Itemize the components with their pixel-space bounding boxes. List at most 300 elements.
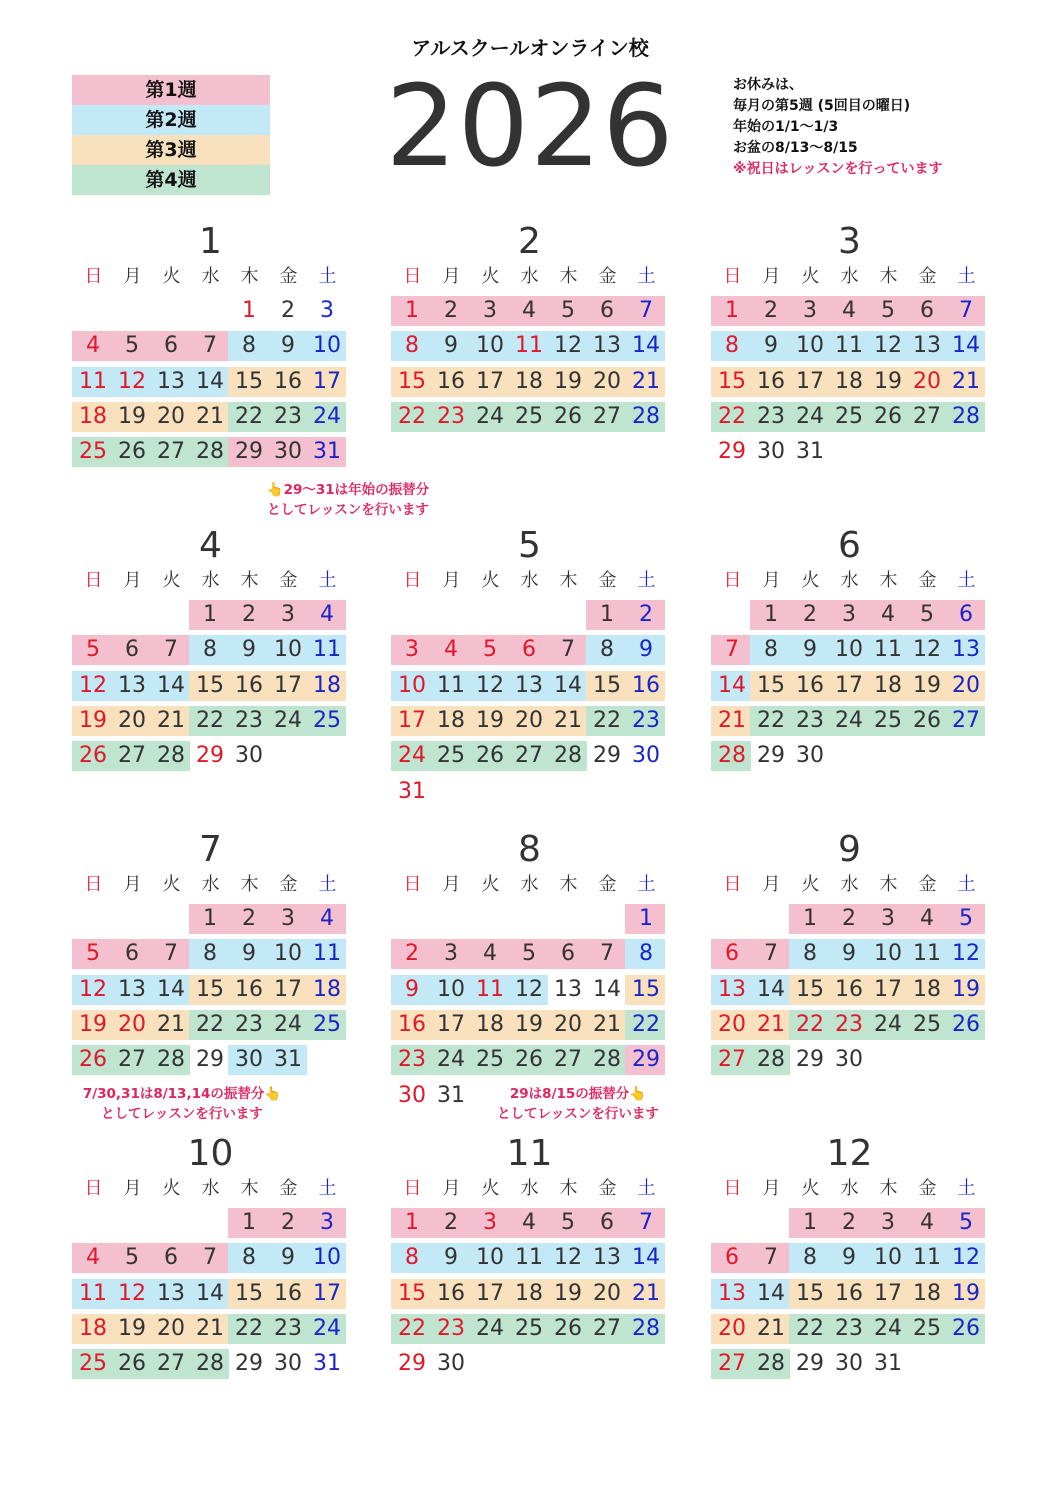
day-cell: 20 <box>913 368 941 394</box>
day-cell: 12 <box>913 637 941 663</box>
day-cell: 18 <box>874 672 902 698</box>
day-cell: 12 <box>952 941 980 967</box>
day-cell: 16 <box>796 672 824 698</box>
day-cell: 30 <box>437 1351 465 1377</box>
day-cell: 12 <box>874 333 902 359</box>
day-cell: 9 <box>281 1245 295 1271</box>
day-cell: 18 <box>515 368 543 394</box>
day-cell: 7 <box>764 1245 778 1271</box>
day-cell: 15 <box>235 1280 263 1306</box>
weekday-label: 金 <box>279 266 298 287</box>
day-cell: 1 <box>803 906 817 931</box>
month-title: 2 <box>518 221 541 262</box>
day-cell: 26 <box>79 743 107 769</box>
day-cell: 10 <box>835 637 863 663</box>
day-cell: 19 <box>118 1315 146 1341</box>
day-cell: 9 <box>405 976 419 1002</box>
weekday-label: 金 <box>918 266 937 287</box>
day-cell: 29 <box>757 743 785 769</box>
day-cell: 16 <box>835 1280 863 1306</box>
day-cell: 26 <box>476 743 504 769</box>
day-cell: 24 <box>796 403 824 429</box>
day-cell: 6 <box>725 941 739 967</box>
day-cell: 13 <box>952 637 980 663</box>
day-cell: 25 <box>913 1011 941 1037</box>
day-cell: 1 <box>242 298 256 323</box>
day-cell: 29 <box>718 439 746 465</box>
day-cell: 23 <box>274 403 302 429</box>
day-cell: 9 <box>242 941 256 967</box>
weekday-label: 金 <box>918 874 937 895</box>
day-cell: 9 <box>639 637 653 663</box>
weekday-label: 火 <box>801 1178 820 1199</box>
day-cell: 16 <box>437 1280 465 1306</box>
day-cell: 2 <box>764 298 778 323</box>
month-title: 8 <box>518 829 541 870</box>
day-cell: 27 <box>157 439 185 465</box>
day-cell: 5 <box>881 298 895 323</box>
day-cell: 16 <box>274 368 302 394</box>
day-cell: 15 <box>398 368 426 394</box>
day-cell: 30 <box>235 743 263 769</box>
day-cell: 10 <box>437 976 465 1002</box>
day-cell: 28 <box>952 403 980 429</box>
day-cell: 15 <box>757 672 785 698</box>
day-cell: 25 <box>515 1315 543 1341</box>
day-cell: 19 <box>874 368 902 394</box>
weekday-label: 土 <box>957 570 976 591</box>
day-cell: 5 <box>125 1245 139 1271</box>
day-cell: 27 <box>157 1351 185 1377</box>
day-cell: 22 <box>235 403 263 429</box>
day-cell: 31 <box>398 778 426 804</box>
day-cell: 26 <box>118 1351 146 1377</box>
weekday-label: 日 <box>723 874 742 895</box>
day-cell: 29 <box>632 1047 660 1073</box>
weekday-label: 水 <box>520 874 539 895</box>
day-cell: 2 <box>242 906 256 931</box>
day-cell: 30 <box>835 1047 863 1073</box>
weekday-label: 日 <box>403 1178 422 1199</box>
weekday-label: 月 <box>762 570 781 591</box>
day-cell: 15 <box>796 1280 824 1306</box>
day-cell: 27 <box>913 403 941 429</box>
day-cell: 4 <box>444 637 458 663</box>
day-cell: 11 <box>835 333 863 359</box>
day-cell: 10 <box>398 672 426 698</box>
weekday-label: 水 <box>520 1178 539 1199</box>
month-title: 4 <box>199 525 222 566</box>
day-cell: 28 <box>632 403 660 429</box>
day-cell: 14 <box>593 976 621 1002</box>
day-cell: 17 <box>796 368 824 394</box>
day-cell: 19 <box>554 368 582 394</box>
day-cell: 3 <box>405 637 419 663</box>
day-cell: 7 <box>764 941 778 967</box>
day-cell: 19 <box>952 976 980 1002</box>
day-cell: 17 <box>274 672 302 698</box>
day-cell: 28 <box>157 743 185 769</box>
day-cell: 13 <box>554 976 582 1002</box>
day-cell: 14 <box>157 976 185 1002</box>
day-cell: 13 <box>515 672 543 698</box>
day-cell: 23 <box>757 403 785 429</box>
day-cell: 14 <box>196 1280 224 1306</box>
day-cell: 4 <box>86 333 100 359</box>
day-cell: 9 <box>803 637 817 663</box>
day-cell: 26 <box>554 403 582 429</box>
day-cell: 19 <box>952 1280 980 1306</box>
day-cell: 18 <box>313 976 341 1002</box>
weekday-label: 土 <box>637 570 656 591</box>
day-cell: 7 <box>639 298 653 323</box>
day-cell: 23 <box>796 707 824 733</box>
day-cell: 21 <box>593 1011 621 1037</box>
day-cell: 2 <box>444 1210 458 1235</box>
day-cell: 22 <box>757 707 785 733</box>
legend-week-2: 第2週 <box>72 105 270 135</box>
day-cell: 13 <box>593 1245 621 1271</box>
day-cell: 6 <box>125 941 139 967</box>
day-cell: 1 <box>405 298 419 323</box>
weekday-label: 火 <box>801 266 820 287</box>
weekday-label: 木 <box>879 570 898 591</box>
note-july <box>52 1084 312 1124</box>
day-cell: 16 <box>235 976 263 1002</box>
day-cell: 24 <box>313 1315 341 1341</box>
weekday-label: 日 <box>403 266 422 287</box>
day-cell: 3 <box>842 602 856 627</box>
weekday-label: 日 <box>723 570 742 591</box>
day-cell: 12 <box>79 672 107 698</box>
notice-line: 年始の1/1〜1/3 <box>733 119 839 135</box>
day-cell: 31 <box>874 1351 902 1377</box>
day-cell: 9 <box>444 333 458 359</box>
day-cell: 27 <box>554 1047 582 1073</box>
weekday-label: 金 <box>279 874 298 895</box>
day-cell: 4 <box>920 1210 934 1235</box>
day-cell: 7 <box>164 637 178 663</box>
day-cell: 25 <box>79 1351 107 1377</box>
weekday-label: 水 <box>840 874 859 895</box>
note-line: 👆29〜31は年始の振替分 <box>266 482 430 498</box>
note-line: 7/30,31は8/13,14の振替分👆 <box>82 1086 282 1102</box>
day-cell: 18 <box>79 1315 107 1341</box>
day-cell: 3 <box>320 1210 334 1235</box>
day-cell: 8 <box>203 941 217 967</box>
day-cell: 4 <box>483 941 497 967</box>
day-cell: 14 <box>757 976 785 1002</box>
day-cell: 1 <box>725 298 739 323</box>
day-cell: 2 <box>803 602 817 627</box>
day-cell: 3 <box>320 298 334 323</box>
day-cell: 2 <box>639 602 653 627</box>
day-cell: 14 <box>632 1245 660 1271</box>
weekday-label: 金 <box>918 570 937 591</box>
day-cell: 23 <box>437 403 465 429</box>
day-cell: 9 <box>281 333 295 359</box>
day-cell: 26 <box>874 403 902 429</box>
day-cell: 30 <box>632 743 660 769</box>
day-cell: 20 <box>593 368 621 394</box>
day-cell: 27 <box>118 743 146 769</box>
weekday-label: 金 <box>279 1178 298 1199</box>
weekday-label: 土 <box>318 1178 337 1199</box>
day-cell: 28 <box>554 743 582 769</box>
day-cell: 25 <box>874 707 902 733</box>
day-cell: 29 <box>235 1351 263 1377</box>
day-cell: 22 <box>398 403 426 429</box>
day-cell: 17 <box>398 707 426 733</box>
day-cell: 27 <box>952 707 980 733</box>
month-title: 10 <box>187 1133 234 1174</box>
day-cell: 6 <box>959 602 973 627</box>
legend-week-3: 第3週 <box>72 135 270 165</box>
weekday-label: 木 <box>240 1178 259 1199</box>
day-cell: 1 <box>600 602 614 627</box>
day-cell: 31 <box>796 439 824 465</box>
day-cell: 11 <box>476 976 504 1002</box>
day-cell: 19 <box>79 1011 107 1037</box>
day-cell: 12 <box>476 672 504 698</box>
day-cell: 4 <box>86 1245 100 1271</box>
month-title: 9 <box>838 829 861 870</box>
day-cell: 11 <box>515 1245 543 1271</box>
day-cell: 10 <box>796 333 824 359</box>
weekday-label: 日 <box>84 266 103 287</box>
day-cell: 30 <box>398 1082 426 1108</box>
day-cell: 14 <box>554 672 582 698</box>
day-cell: 22 <box>718 403 746 429</box>
day-cell: 28 <box>632 1315 660 1341</box>
day-cell: 25 <box>79 439 107 465</box>
day-cell: 31 <box>313 439 341 465</box>
day-cell: 9 <box>444 1245 458 1271</box>
day-cell: 2 <box>242 602 256 627</box>
weekday-label: 火 <box>162 1178 181 1199</box>
day-cell: 25 <box>835 403 863 429</box>
day-cell: 5 <box>920 602 934 627</box>
day-cell: 13 <box>718 1280 746 1306</box>
day-cell: 24 <box>437 1047 465 1073</box>
weekday-label: 水 <box>840 570 859 591</box>
day-cell: 25 <box>913 1315 941 1341</box>
day-cell: 28 <box>718 743 746 769</box>
day-cell: 5 <box>561 1210 575 1235</box>
day-cell: 26 <box>952 1011 980 1037</box>
day-cell: 16 <box>437 368 465 394</box>
day-cell: 19 <box>554 1280 582 1306</box>
weekday-label: 水 <box>520 570 539 591</box>
day-cell: 15 <box>235 368 263 394</box>
day-cell: 21 <box>196 1315 224 1341</box>
day-cell: 18 <box>835 368 863 394</box>
day-cell: 13 <box>118 672 146 698</box>
day-cell: 9 <box>842 1245 856 1271</box>
day-cell: 3 <box>881 906 895 931</box>
day-cell: 6 <box>522 637 536 663</box>
weekday-label: 水 <box>840 1178 859 1199</box>
day-cell: 24 <box>835 707 863 733</box>
day-cell: 29 <box>593 743 621 769</box>
day-cell: 5 <box>125 333 139 359</box>
day-cell: 21 <box>554 707 582 733</box>
day-cell: 17 <box>476 368 504 394</box>
day-cell: 15 <box>632 976 660 1002</box>
day-cell: 6 <box>920 298 934 323</box>
weekday-label: 月 <box>442 1178 461 1199</box>
day-cell: 7 <box>561 637 575 663</box>
notice-line: お休みは、 <box>733 77 803 93</box>
weekday-label: 木 <box>879 1178 898 1199</box>
weekday-label: 日 <box>84 1178 103 1199</box>
legend-week-4: 第4週 <box>72 165 270 195</box>
day-cell: 21 <box>632 368 660 394</box>
day-cell: 12 <box>952 1245 980 1271</box>
day-cell: 2 <box>444 298 458 323</box>
day-cell: 17 <box>835 672 863 698</box>
day-cell: 11 <box>437 672 465 698</box>
day-cell: 21 <box>952 368 980 394</box>
weekday-label: 木 <box>879 266 898 287</box>
weekday-label: 月 <box>762 266 781 287</box>
day-cell: 26 <box>515 1047 543 1073</box>
day-cell: 16 <box>274 1280 302 1306</box>
day-cell: 16 <box>398 1011 426 1037</box>
holiday-notice <box>733 75 942 180</box>
day-cell: 21 <box>157 1011 185 1037</box>
day-cell: 3 <box>444 941 458 967</box>
weekday-label: 月 <box>123 570 142 591</box>
month-title: 5 <box>518 525 541 566</box>
day-cell: 29 <box>398 1351 426 1377</box>
day-cell: 6 <box>164 1245 178 1271</box>
day-cell: 18 <box>476 1011 504 1037</box>
day-cell: 15 <box>718 368 746 394</box>
day-cell: 31 <box>437 1082 465 1108</box>
day-cell: 21 <box>718 707 746 733</box>
day-cell: 15 <box>196 976 224 1002</box>
day-cell: 14 <box>196 368 224 394</box>
day-cell: 22 <box>196 1011 224 1037</box>
day-cell: 11 <box>79 1280 107 1306</box>
day-cell: 4 <box>320 906 334 931</box>
weekday-label: 日 <box>84 570 103 591</box>
day-cell: 29 <box>796 1351 824 1377</box>
day-cell: 24 <box>874 1011 902 1037</box>
day-cell: 27 <box>118 1047 146 1073</box>
day-cell: 11 <box>913 941 941 967</box>
day-cell: 30 <box>274 439 302 465</box>
day-cell: 8 <box>203 637 217 663</box>
day-cell: 22 <box>196 707 224 733</box>
day-cell: 16 <box>632 672 660 698</box>
day-cell: 14 <box>632 333 660 359</box>
weekday-label: 金 <box>598 266 617 287</box>
day-cell: 29 <box>235 439 263 465</box>
notice-highlight: ※祝日はレッスンを行っています <box>733 161 943 177</box>
weekday-label: 日 <box>723 1178 742 1199</box>
day-cell: 17 <box>437 1011 465 1037</box>
day-cell: 21 <box>157 707 185 733</box>
day-cell: 20 <box>157 1315 185 1341</box>
day-cell: 25 <box>515 403 543 429</box>
weekday-label: 水 <box>201 1178 220 1199</box>
day-cell: 25 <box>476 1047 504 1073</box>
day-cell: 26 <box>118 439 146 465</box>
day-cell: 4 <box>842 298 856 323</box>
day-cell: 20 <box>515 707 543 733</box>
day-cell: 2 <box>405 941 419 967</box>
day-cell: 3 <box>281 906 295 931</box>
day-cell: 1 <box>639 906 653 931</box>
day-cell: 20 <box>718 1011 746 1037</box>
day-cell: 29 <box>796 1047 824 1073</box>
weekday-label: 土 <box>637 266 656 287</box>
note-line: としてレッスンを行います <box>497 1106 659 1122</box>
day-cell: 22 <box>235 1315 263 1341</box>
day-cell: 7 <box>959 298 973 323</box>
day-cell: 24 <box>313 403 341 429</box>
day-cell: 28 <box>757 1351 785 1377</box>
day-cell: 5 <box>86 637 100 663</box>
day-cell: 7 <box>203 1245 217 1271</box>
day-cell: 26 <box>79 1047 107 1073</box>
day-cell: 12 <box>554 1245 582 1271</box>
day-cell: 29 <box>196 743 224 769</box>
note-january <box>228 480 468 520</box>
day-cell: 17 <box>874 976 902 1002</box>
weekday-label: 水 <box>201 266 220 287</box>
day-cell: 23 <box>235 1011 263 1037</box>
day-cell: 2 <box>842 906 856 931</box>
weekday-label: 月 <box>123 1178 142 1199</box>
day-cell: 13 <box>718 976 746 1002</box>
notice-line: お盆の8/13〜8/15 <box>733 140 858 156</box>
day-cell: 16 <box>835 976 863 1002</box>
day-cell: 2 <box>281 298 295 323</box>
day-cell: 30 <box>274 1351 302 1377</box>
weekday-label: 木 <box>240 874 259 895</box>
day-cell: 13 <box>118 976 146 1002</box>
day-cell: 7 <box>203 333 217 359</box>
day-cell: 24 <box>398 743 426 769</box>
day-cell: 19 <box>79 707 107 733</box>
weekday-label: 金 <box>918 1178 937 1199</box>
day-cell: 6 <box>600 298 614 323</box>
day-cell: 23 <box>632 707 660 733</box>
day-cell: 8 <box>639 941 653 967</box>
day-cell: 12 <box>554 333 582 359</box>
weekday-label: 水 <box>201 874 220 895</box>
day-cell: 27 <box>593 403 621 429</box>
day-cell: 4 <box>881 602 895 627</box>
day-cell: 8 <box>405 1245 419 1271</box>
day-cell: 10 <box>313 333 341 359</box>
day-cell: 8 <box>803 941 817 967</box>
day-cell: 18 <box>913 1280 941 1306</box>
day-cell: 25 <box>313 1011 341 1037</box>
day-cell: 11 <box>913 1245 941 1271</box>
day-cell: 28 <box>757 1047 785 1073</box>
weekday-label: 日 <box>84 874 103 895</box>
day-cell: 27 <box>515 743 543 769</box>
day-cell: 23 <box>398 1047 426 1073</box>
day-cell: 17 <box>874 1280 902 1306</box>
day-cell: 15 <box>796 976 824 1002</box>
day-cell: 17 <box>274 976 302 1002</box>
day-cell: 30 <box>757 439 785 465</box>
